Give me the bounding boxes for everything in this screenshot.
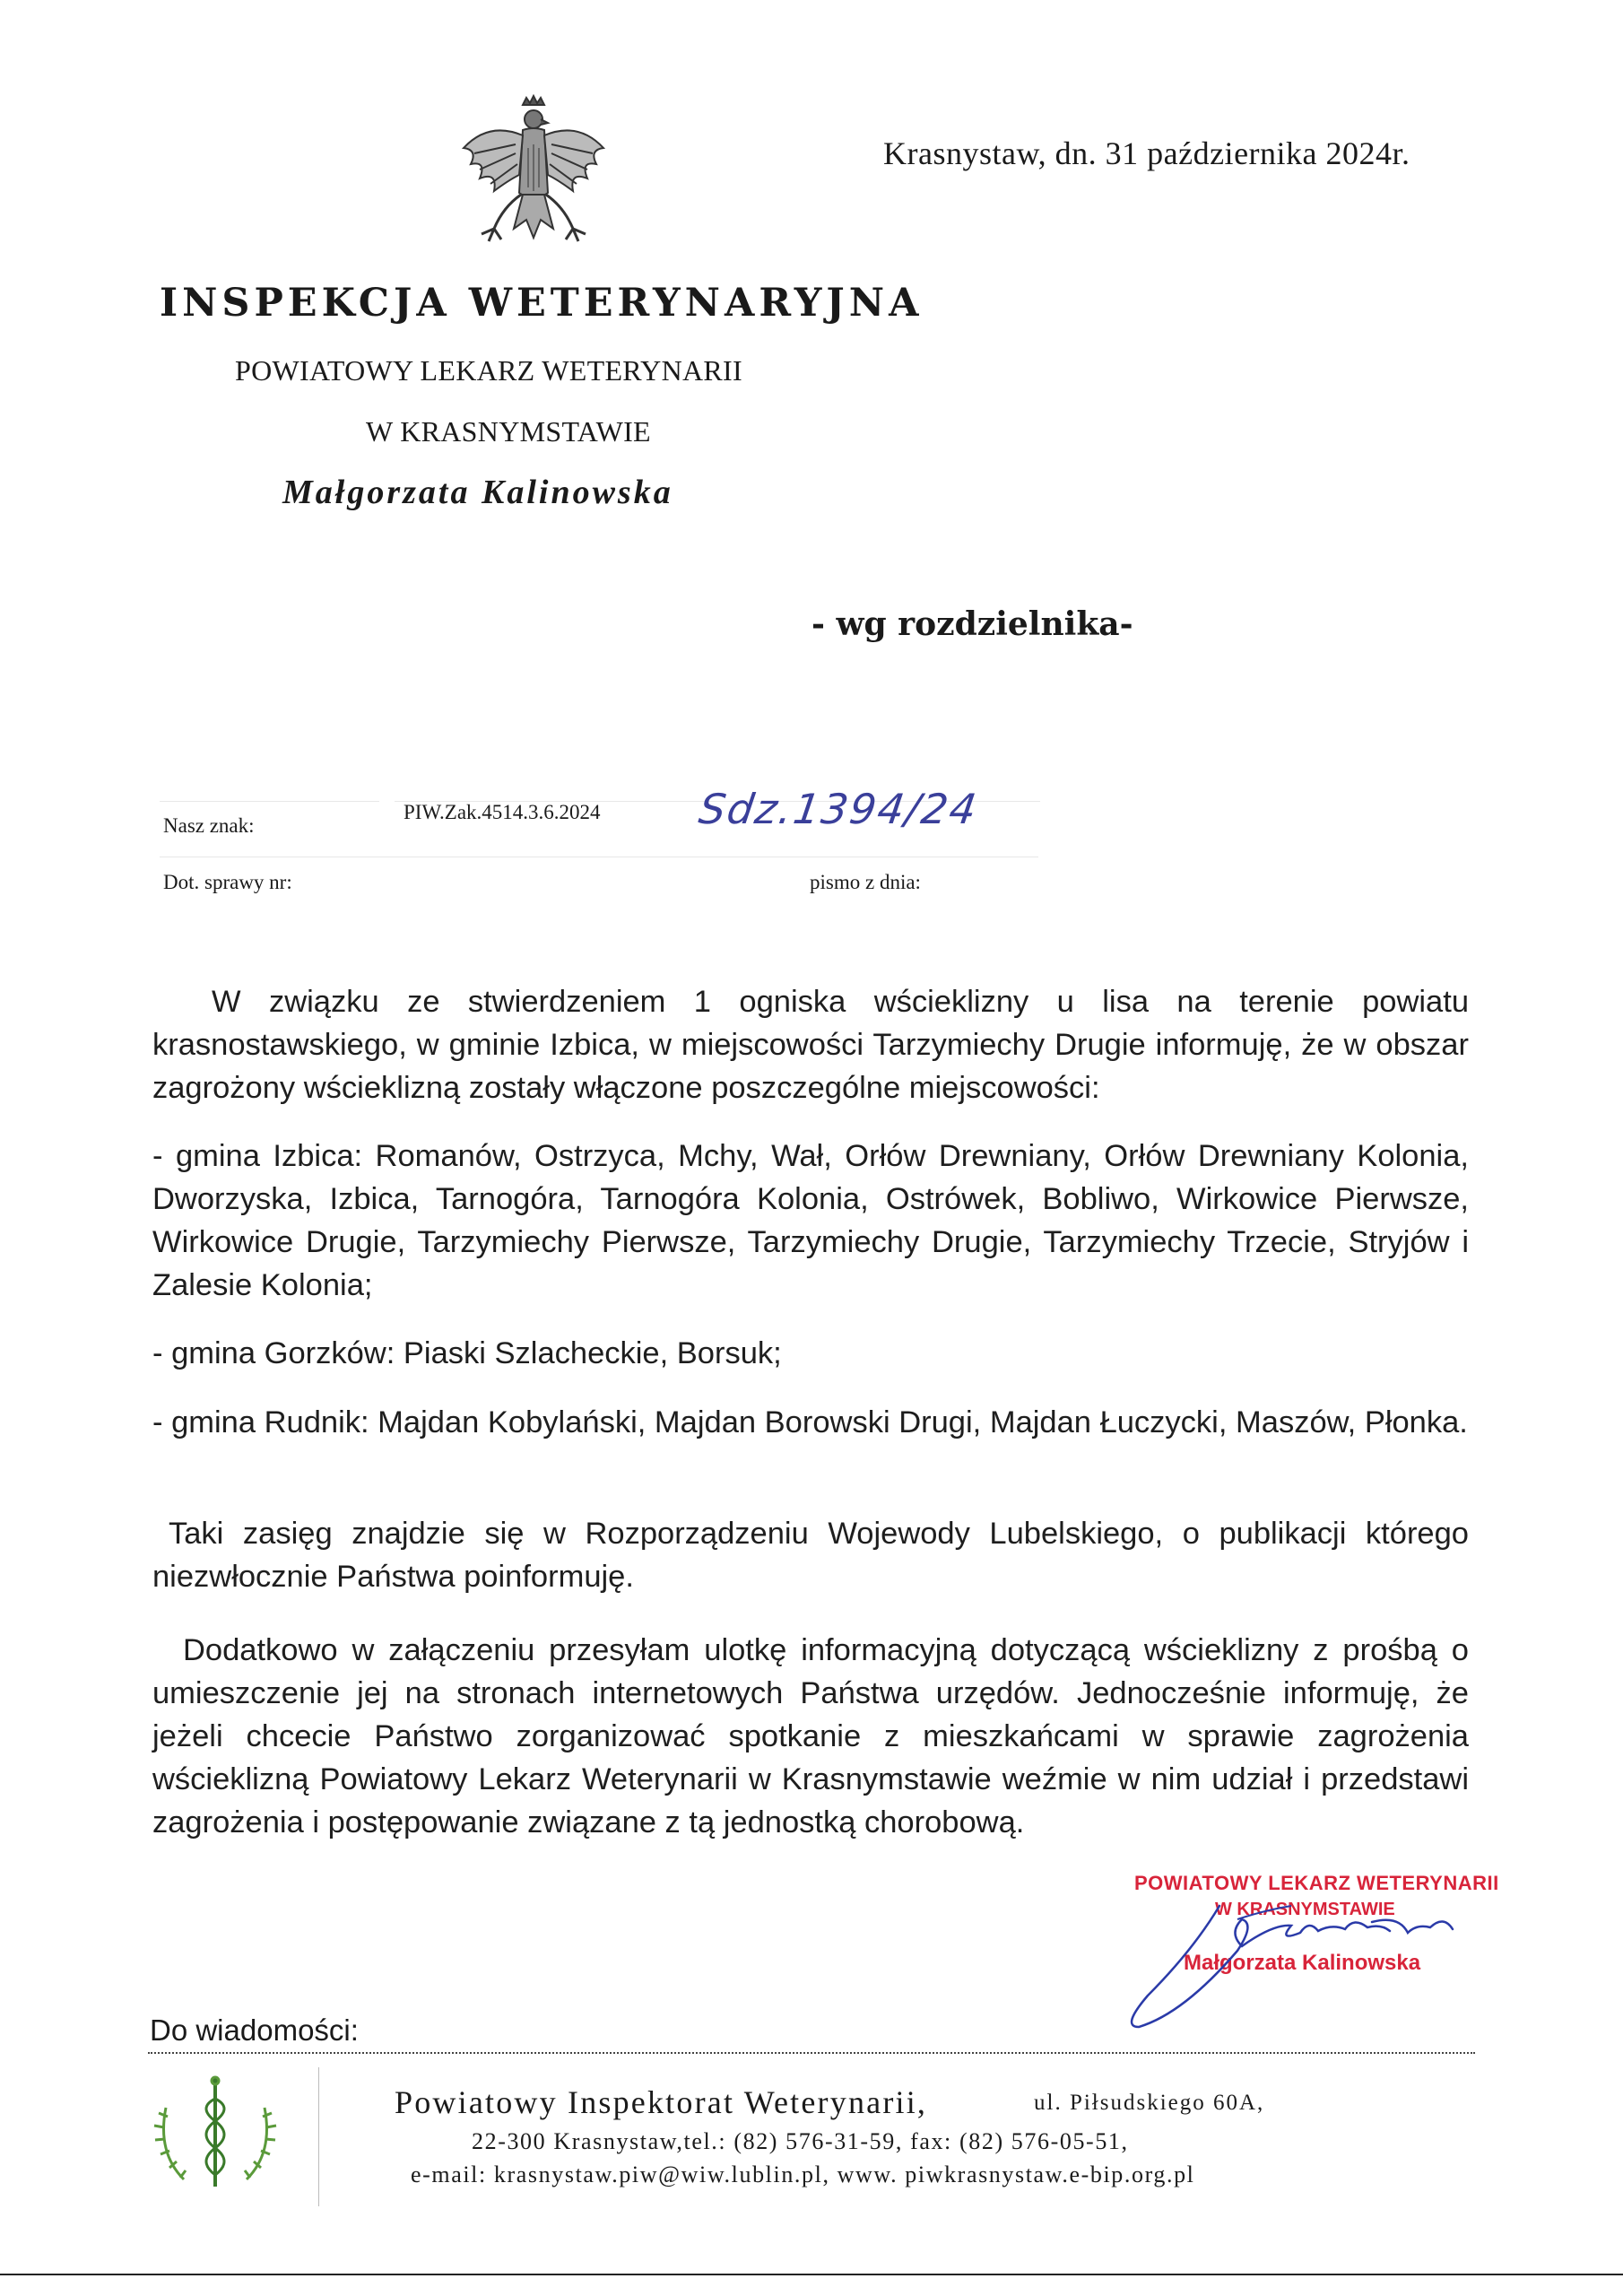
place-and-date: Krasnystaw, dn. 31 października 2024r. (883, 135, 1410, 171)
stamp-line: W KRASNYMSTAWIE (1215, 1900, 1395, 1919)
footer-contact-email: e-mail: krasnystaw.piw@wiw.lublin.pl, www. piwkrasnystaw.e-bip.org.pl (411, 2161, 1195, 2187)
case-number-label: Dot. sprawy nr: (163, 871, 292, 893)
letter-date-label: pismo z dnia: (810, 871, 921, 893)
footer-divider-line (148, 2052, 1475, 2054)
footer-institution-name: Powiatowy Inspektorat Weterynarii, (395, 2084, 928, 2120)
office-title: POWIATOWY LEKARZ WETERYNARII (235, 354, 742, 387)
polish-eagle-emblem-icon (453, 94, 614, 265)
official-stamp (1085, 1870, 1497, 2036)
caduceus-wreath-logo-icon (148, 2072, 282, 2197)
our-ref-label: Nasz znak: (163, 814, 255, 837)
officer-name: Małgorzata Kalinowska (282, 474, 673, 511)
handwritten-signature-icon (1085, 1870, 1497, 2036)
stamp-line: POWIATOWY LEKARZ WETERYNARII (1134, 1872, 1499, 1894)
body-paragraph-gorzkow: - gmina Gorzków: Piaski Szlacheckie, Borsuk; (152, 1336, 782, 1370)
office-location: W KRASNYMSTAWIE (366, 415, 651, 448)
body-paragraph-rudnik: - gmina Rudnik: Majdan Kobylański, Majdan Borowski Drugi, Majdan Łuczycki, Maszów, Płonka. (152, 1405, 1468, 1439)
body-paragraph-intro: W związku ze stwierdzeniem 1 ogniska wścieklizny u lisa na terenie powiatu krasnostawskiego, w gminie Izbica, w miejscowości Tarzymiechy Drugie informuję, że w obszar zagrożony wścieklizną zostały włączone poszczególne miejscowości: (152, 985, 1469, 1105)
body-paragraph-izbica: - gmina Izbica: Romanów, Ostrzyca, Mchy, Wał, Orłów Drewniany, Orłów Drewniany Kolonia, Dworzyska, Izbica, Tarnogóra, Tarnogóra Kolonia, Ostrówek, Bobliwo, Wirkowice Pierwsze, Wirkowice Drugie, Tarzymiechy Pierwsze, Tarzymiechy Drugie, Tarzymiechy Trzecie, Stryjów i Zalesie Kolonia; (152, 1139, 1469, 1302)
our-ref-value: PIW.Zak.4514.3.6.2024 (404, 801, 601, 823)
handwritten-ref: Sdz.1394/24 (696, 785, 982, 833)
footer-vertical-divider (318, 2067, 319, 2206)
recipient-line: - wg rozdzielnika- (812, 605, 1133, 643)
stamp-line: Małgorzata Kalinowska (1184, 1951, 1421, 1975)
footer-street: ul. Piłsudskiego 60A, (1034, 2091, 1265, 2115)
footer-contact-phone: 22-300 Krasnystaw,tel.: (82) 576-31-59, fax: (82) 576-05-51, (472, 2128, 1129, 2154)
cc-label: Do wiadomości: (150, 2013, 359, 2047)
ref-rule (160, 801, 379, 802)
page-bottom-rule (0, 2274, 1623, 2275)
institution-name: INSPEKCJA WETERYNARYJNA (160, 281, 924, 326)
body-paragraph-regulation: Taki zasięg znajdzie się w Rozporządzeniu Wojewody Lubelskiego, o publikacji którego niezwłocznie Państwa poinformuję. (152, 1517, 1469, 1594)
body-paragraph-leaflet: Dodatkowo w załączeniu przesyłam ulotkę informacyjną dotyczącą wścieklizny z prośbą o umieszczenie jej na stronach internetowych Państwa urzędów. Jednocześnie informuję, że jeżeli chcecie Państwo zorganizować spotkanie z mieszkańcami w sprawie zagrożenia wścieklizną Powiatowy Lekarz Weterynarii w Krasnymstawie weźmie w nim udział i przedstawi zagrożenia i postępowanie związane z tą jednostką chorobową. (152, 1633, 1469, 1839)
